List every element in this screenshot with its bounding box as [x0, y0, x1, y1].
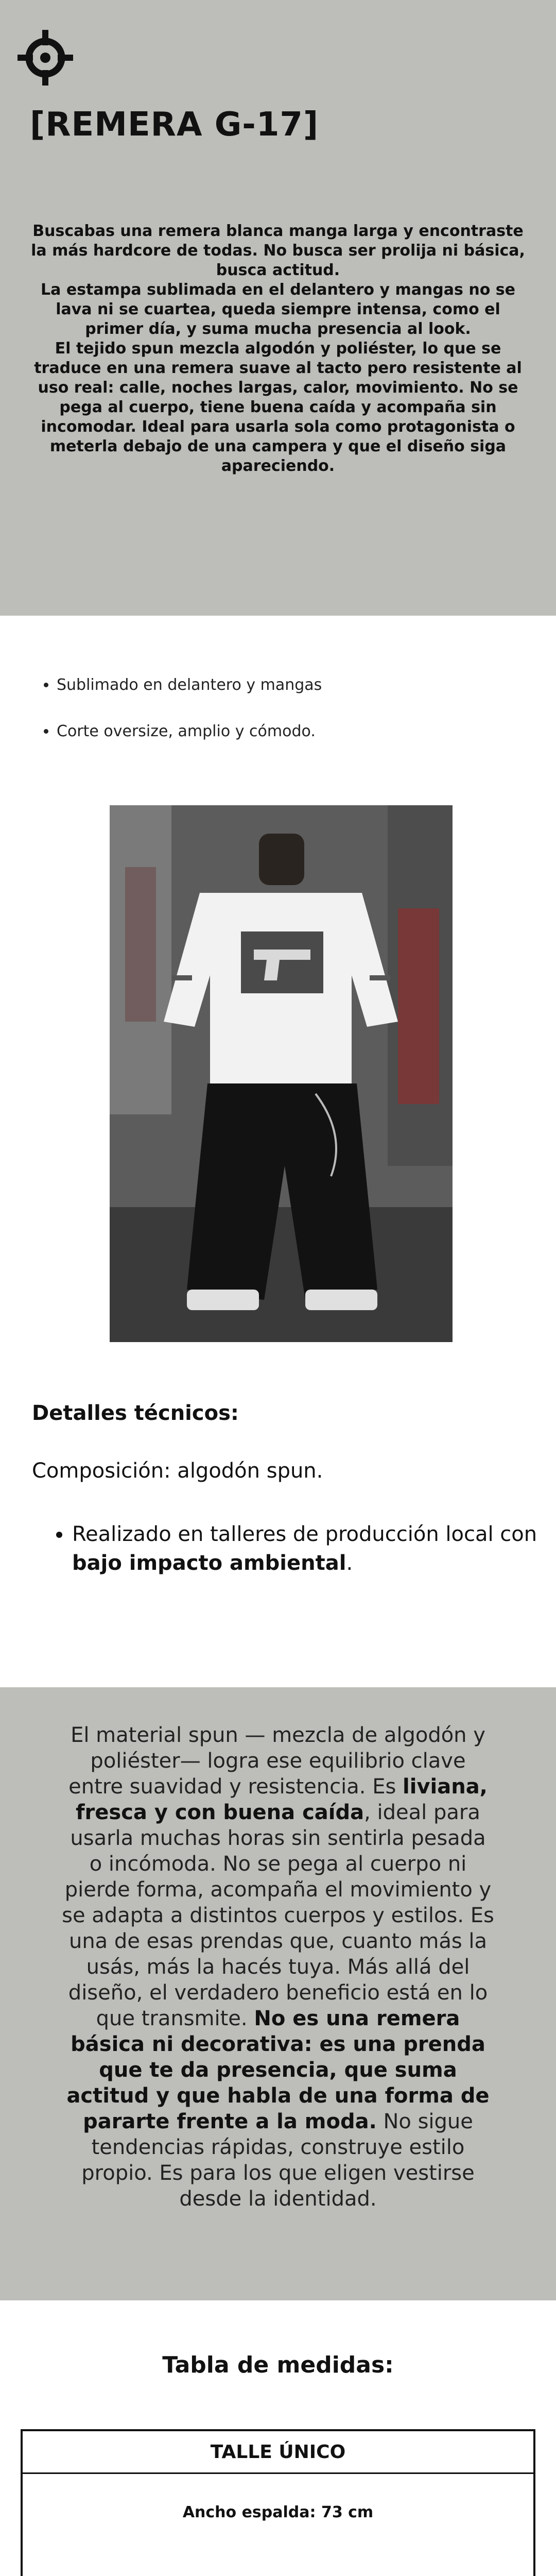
- material-description: [62, 1722, 494, 2212]
- product-description: [29, 222, 527, 476]
- composition-text: Composición: algodón spun.: [32, 1459, 323, 1483]
- production-suffix: .: [346, 1551, 353, 1575]
- list-item: • Sublimado en delantero y mangas: [57, 675, 322, 696]
- table-row: [22, 2550, 534, 2576]
- product-title: [REMERA G-17]: [30, 106, 319, 144]
- impact-highlight: bajo impacto ambiental: [72, 1551, 346, 1575]
- technical-details-title: Detalles técnicos:: [32, 1401, 239, 1425]
- features-section: [0, 616, 556, 1450]
- feature-list: [41, 675, 322, 768]
- list-item: • Corte oversize, amplio y cómodo.: [57, 721, 322, 742]
- technical-details-section: [0, 1401, 556, 1643]
- size-table: [21, 2429, 535, 2576]
- table-row: [22, 2473, 534, 2551]
- production-text: Realizado en talleres de producción local con: [72, 1522, 537, 1546]
- product-photo: [110, 805, 453, 1342]
- material-text: No sigue tendencias rápidas, construye estilo propio. Es para los que eligen vestirse desde la identidad.: [81, 2110, 475, 2211]
- description-paragraph: El tejido spun mezcla algodón y poliéster, lo que se traduce en una remera suave al tacto pero resistente al uso real: calle, noches largas, calor, movimiento. No se pega al cuerpo, tiene buena caída y acompaña sin incomodar. Ideal para usarla sola como protagonista o meterla debajo de una campera y que el diseño siga apareciendo.: [34, 340, 522, 475]
- material-highlight: No es una remera básica ni decorativa: es una prenda que te da presencia, que suma actitud y que habla de una forma de pararte frente a la moda.: [66, 2007, 490, 2133]
- material-text: , ideal para usarla muchas horas sin sentirla pesada o incómoda. No se pega al cuerpo ni pierde forma, acompaña el movimiento y se adapta a distintos cuerpos y estilos. Es una de esas prendas que, cuanto más la usás, más la hacés tuya. Más allá del diseño, el verdadero beneficio está en lo que transmite.: [62, 1801, 494, 2030]
- size-table-title: Tabla de medidas:: [162, 2352, 394, 2378]
- hero-section: [0, 0, 556, 616]
- material-section: [0, 1687, 556, 2300]
- material-highlight: liviana, fresca y con buena caída: [76, 1775, 488, 1824]
- size-measure: [22, 2550, 534, 2576]
- description-paragraph: Buscabas una remera blanca manga larga y encontraste la más hardcore de todas. No busca ser prolija ni básica, busca actitud.: [31, 222, 525, 279]
- technical-list: [32, 1520, 546, 1578]
- list-item: [72, 1520, 546, 1578]
- size-table-header: TALLE ÚNICO: [22, 2430, 534, 2473]
- model-illustration: [110, 805, 453, 1342]
- crosshair-icon: [14, 27, 76, 89]
- material-text: El material spun — mezcla de algodón y poliéster— logra ese equilibrio clave entre suavidad y resistencia. Es: [68, 1723, 485, 1799]
- description-paragraph: La estampa sublimada en el delantero y mangas no se lava ni se cuartea, queda siempre intensa, como el primer día, y suma mucha presencia al look.: [41, 281, 515, 338]
- size-table-section: [0, 2300, 556, 2576]
- size-measure: Ancho espalda: 73 cm: [182, 2503, 374, 2521]
